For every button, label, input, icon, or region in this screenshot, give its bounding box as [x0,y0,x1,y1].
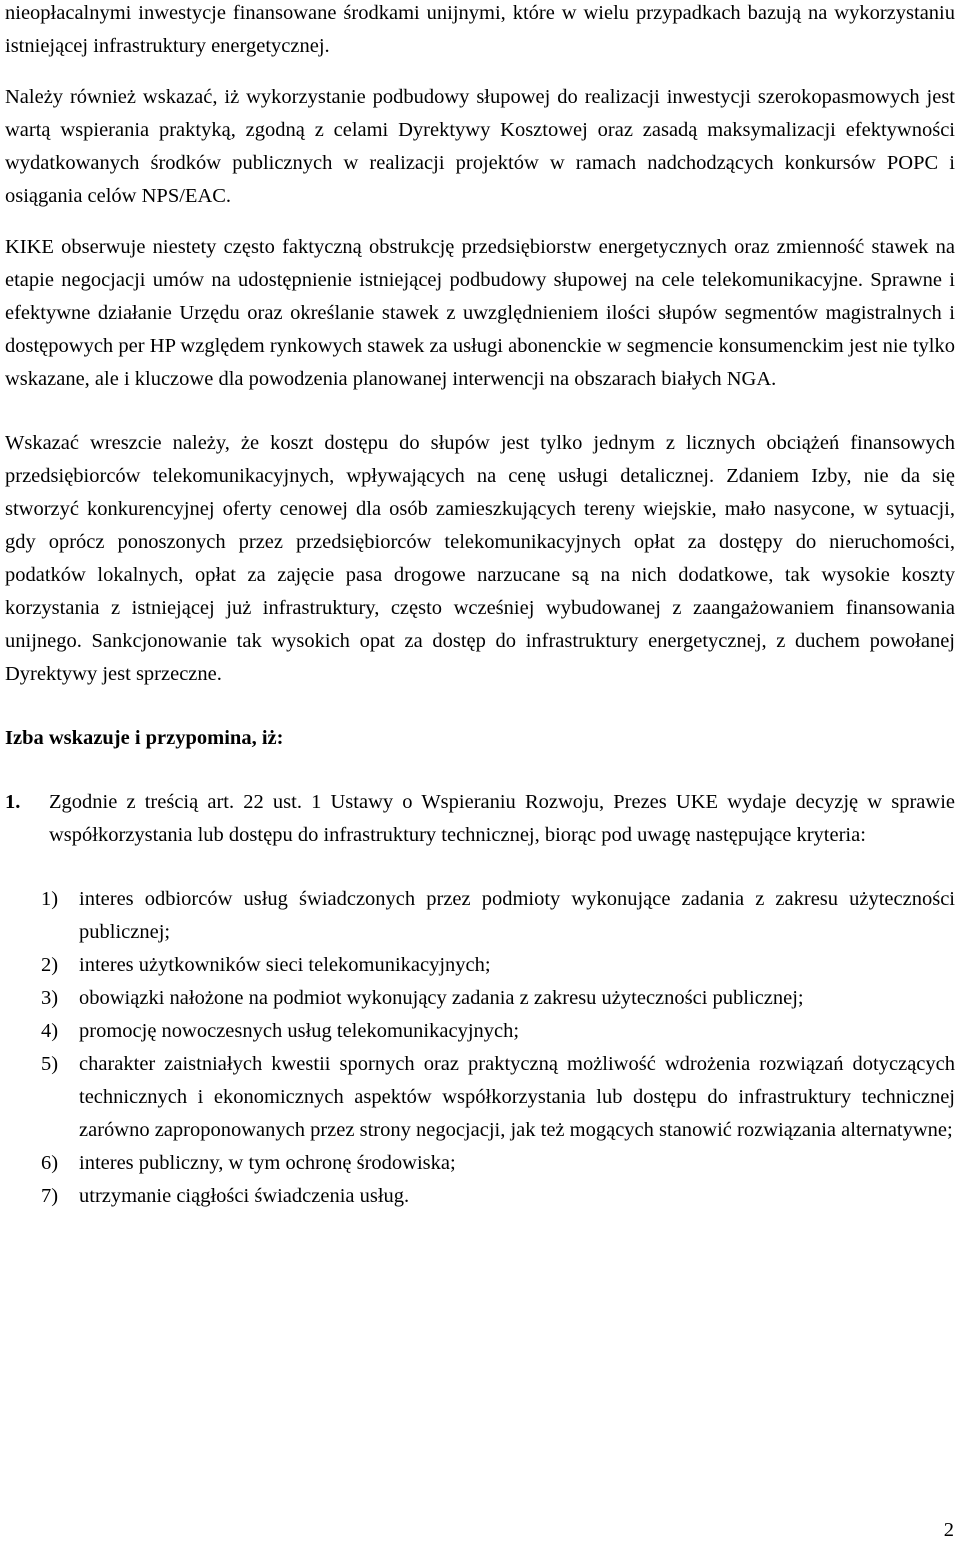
criterion-text: promocję nowoczesnych usług telekomunikacyjnych; [79,1020,520,1042]
item-number: 1. [5,791,21,813]
item-text: Zgodnie z treścią art. 22 ust. 1 Ustawy o Wspieraniu Rozwoju, Prezes UKE wydaje decyzję w sprawie współkorzystania lub dostępu do infrastruktury technicznej, biorąc pod uwagę następujące kryteria: [49,791,955,846]
criterion-text: interes użytkowników sieci telekomunikacyjnych; [79,954,491,976]
list-item [41,949,955,982]
paragraph-pole-infrastructure: Należy również wskazać, iż wykorzystanie podbudowy słupowej do realizacji inwestycji szerokopasmowych jest wartą wspierania praktyką, zgodną z celami Dyrektywy Kosztowej oraz zasadą maksymalizacji efektywności wydatkowanych środków publicznych w realizacji projektów w ramach nadchodzących konkursów POPC i osiągania celów NPS/EAC. [5,86,955,207]
criterion-number: 5) [41,1053,59,1075]
criterion-text: interes odbiorców usług świadczonych przez podmioty wykonujące zadania z zakresu użyteczności publicznej; [79,888,955,943]
list-item [41,1048,955,1147]
criterion-text: interes publiczny, w tym ochronę środowiska; [79,1152,456,1174]
criterion-text: utrzymanie ciągłości świadczenia usług. [79,1185,410,1207]
criterion-number: 2) [41,954,59,976]
list-item [41,883,955,949]
criterion-text: obowiązki nałożone na podmiot wykonujący zadania z zakresu użyteczności publicznej; [79,987,804,1009]
criterion-text: charakter zaistniałych kwestii spornych oraz praktyczną możliwość wdrożenia rozwiązań dotyczących technicznych i ekonomicznych aspektów współkorzystania lub dostępu do infrastruktury technicznej zarówno zaproponowanych przez strony negocjacji, jak też mogących stanowić rozwiązania alternatywne; [79,1053,955,1141]
section-heading: Izba wskazuje i przypomina, iż: [5,727,284,749]
paragraph-continuation: nieopłacalnymi inwestycje finansowane środkami unijnymi, które w wielu przypadkach bazują na wykorzystaniu istniejącej infrastruktury energetycznej. [5,2,955,57]
paragraph-cost-burden: Wskazać wreszcie należy, że koszt dostępu do słupów jest tylko jednym z licznych obciążeń finansowych przedsiębiorców telekomunikacyjnych, wpływających na cenę usługi detalicznej. Zdaniem Izby, nie da się stworzyć konkurencyjnej oferty cenowej dla osób zamieszkujących tereny wiejskie, mało nasycone, w sytuacji, gdy oprócz ponoszonych przez przedsiębiorców telekomunikacyjnych opłat za dostępy do nieruchomości, podatków lokalnych, opłat za zajęcie pasa drogowe narzucane są na nich dodatkowe, tak wysokie koszty korzystania z istniejącej już infrastruktury, często wcześniej wybudowanej z zaangażowaniem finansowania unijnego. Sankcjonowanie tak wysokich opat za dostęp do infrastruktury energetycznej, z duchem powołanej Dyrektywy jest sprzeczne. [5,432,955,685]
criteria-list [5,883,955,1213]
criterion-number: 3) [41,987,59,1009]
criterion-number: 4) [41,1020,59,1042]
list-item [41,1147,955,1180]
criterion-number: 7) [41,1185,59,1207]
document-page [5,0,955,1213]
criterion-number: 6) [41,1152,59,1174]
list-item [41,1180,955,1213]
numbered-item-1 [5,786,955,852]
list-item [41,1015,955,1048]
list-item [41,982,955,1015]
page-number: 2 [943,1519,954,1541]
paragraph-kike-observation: KIKE obserwuje niestety często faktyczną obstrukcję przedsiębiorstw energetycznych oraz zmienność stawek na etapie negocjacji umów na udostępnienie istniejącej podbudowy słupowej na cele telekomunikacyjne. Sprawne i efektywne działanie Urzędu oraz określanie stawek z uwzględnieniem ilości słupów segmentów magistralnych i dostępowych per HP względem rynkowych stawek za usługi abonenckie w segmencie konsumenckim jest nie tylko wskazane, ale i kluczowe dla powodzenia planowanej interwencji na obszarach białych NGA. [5,236,955,390]
criterion-number: 1) [41,888,59,910]
